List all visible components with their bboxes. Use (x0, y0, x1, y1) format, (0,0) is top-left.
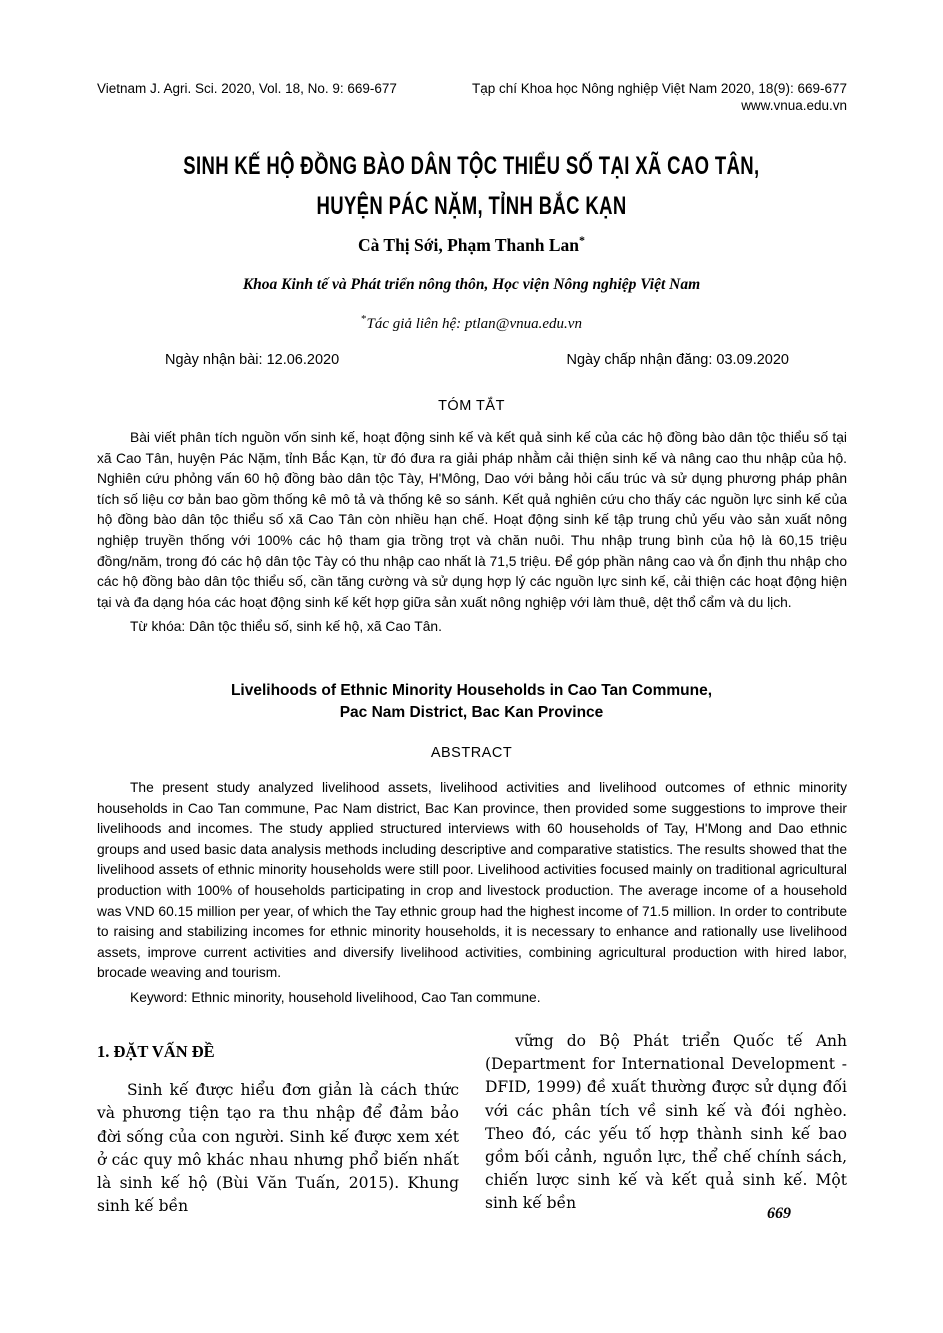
authors-line (0, 233, 943, 256)
paper-title-vi-line1: SINH KẾ HỘ ĐỒNG BÀO DÂN TỘC THIỂU SỐ TẠI XÃ CAO TÂN, (183, 152, 760, 180)
abstract-en-block (97, 778, 847, 1009)
abstract-en-heading: ABSTRACT (430, 745, 513, 761)
contact-asterisk: * (361, 313, 367, 325)
author-asterisk: * (579, 233, 586, 247)
journal-header (97, 80, 847, 114)
paper-title-vi (0, 146, 943, 226)
paper-title-en (0, 680, 943, 724)
abstract-vi-block (97, 428, 847, 638)
abstract-vi-heading: TÓM TẮT (438, 398, 505, 414)
abstract-vi-keywords: Từ khóa: Dân tộc thiểu số, sinh kế hộ, xã Cao Tân. (130, 619, 442, 635)
abstract-vi-body: Bài viết phân tích nguồn vốn sinh kế, hoạt động sinh kế và kết quả sinh kế của các hộ đồng bào dân tộc thiểu số tại xã Cao Tân, huyện Pác Nặm, tỉnh Bắc Kạn, từ đó đưa ra giải pháp nhằm cải thiện sinh kế và nâng cao thu nhập của hộ. Nghiên cứu phỏng vấn 60 hộ đồng bào dân tộc Tày, H'Mông, Dao với bảng hỏi cấu trúc và sử dụng phương pháp phân tích số liệu cơ bản bao gồm thống kê mô tả và thống kê so sánh. Kết quả nghiên cứu cho thấy các nguồn lực sinh kế của hộ đồng bào dân tộc thiểu số xã Cao Tân còn nhiều hạn chế. Hoạt động sinh kế tập trung chủ yếu vào sản xuất nông nghiệp truyền thống với 100% các hộ tham gia trồng trọt và chăn nuôi. Thu nhập trung bình của hộ là 60,15 triệu đồng/năm, trong đó các hộ dân tộc Tày có thu nhập cao nhất là 71,5 triệu. Để góp phần nâng cao và ổn định thu nhập cho các hộ đồng bào dân tộc thiểu số, cần tăng cường và sử dụng hợp lý các nguồn lực sinh kế, cải thiện các hoạt động hiện tại và đa dạng hóa các hoạt động sinh kế kết hợp giữa sản xuất nông nghiệp với làm thuê, dệt thổ cẩm và du lịch. (97, 430, 847, 610)
date-received: Ngày nhận bài: 12.06.2020 (165, 352, 340, 368)
date-accepted: Ngày chấp nhận đăng: 03.09.2020 (566, 352, 789, 368)
column-right-paragraph: vững do Bộ Phát triển Quốc tế Anh (Department for International Development - DFID, 1999) đề xuất thường được sử dụng đối với các phân tích về sinh kế và đói nghèo. Theo đó, các yếu tố hợp thành sinh kế bao gồm bối cảnh, nguồn lực, thể chế chính sách, chiến lược sinh kế và kết quả sinh kế. Một sinh kế bền (485, 1032, 847, 1213)
journal-url: www.vnua.edu.vn (741, 98, 847, 113)
paper-title-vi-line2: HUYỆN PÁC NẶM, TỈNH BẮC KẠN (316, 192, 627, 220)
header-right-block (472, 80, 847, 114)
paper-title-en-line2: Pac Nam District, Bac Kan Province (339, 704, 604, 721)
section-1-heading: 1. ĐẶT VẤN ĐỀ (97, 1042, 215, 1061)
contact-text: Tác giả liên hệ: ptlan@vnua.edu.vn (366, 316, 582, 332)
page-number: 669 (767, 1205, 791, 1222)
dates-row (97, 352, 847, 368)
header-left-citation: Vietnam J. Agri. Sci. 2020, Vol. 18, No. 9: 669-677 (97, 81, 397, 96)
abstract-en-keywords: Keyword: Ethnic minority, household livelihood, Cao Tan commune. (130, 989, 541, 1005)
paper-title-en-line1: Livelihoods of Ethnic Minority Households in Cao Tan Commune, (230, 682, 713, 699)
body-columns (97, 1030, 847, 1218)
abstract-en-body: The present study analyzed livelihood assets, livelihood activities and livelihood outcomes of ethnic minority households in Cao Tan commune, Pac Nam district, Bac Kan province, then provided some suggestions to improve their livelihoods and incomes. The study applied structured interviews with 60 households of Tay, H'Mong and Dao ethnic groups and used basic data analysis methods including descriptive and comparative statistics. The results showed that the livelihood assets of ethnic minority households were still poor. Livelihood activities focused mainly on traditional agricultural production with 100% of households participating in crop and livestock production. The average income of a household was VND 60.15 million per year, of which the Tay ethnic group had the highest income of 71.5 million. In order to contribute to raising and stabilizing incomes for ethnic minority households, it is necessary to enhance and rationally use livelihood assets, improve current activities and diversify livelihood activities, combining agricultural production with hired labor, brocade weaving and tourism. (97, 780, 847, 981)
corresponding-author-line (0, 313, 943, 333)
column-right (485, 1030, 847, 1218)
column-left-paragraph: Sinh kế được hiểu đơn giản là cách thức và phương tiện tạo ra thu nhập để đảm bảo đời sống của con người. Sinh kế được xem xét ở các quy mô khác nhau nhưng phổ biến nhất là sinh kế hộ (Bùi Văn Tuấn, 2015). Khung sinh kế bền (97, 1081, 459, 1216)
author-names: Cà Thị Sới, Phạm Thanh Lan (357, 234, 580, 255)
header-right-citation: Tạp chí Khoa học Nông nghiệp Việt Nam 2020, 18(9): 669-677 (471, 81, 847, 96)
affiliation-line: Khoa Kinh tế và Phát triển nông thôn, Học viện Nông nghiệp Việt Nam (242, 276, 701, 293)
column-left (97, 1030, 459, 1218)
